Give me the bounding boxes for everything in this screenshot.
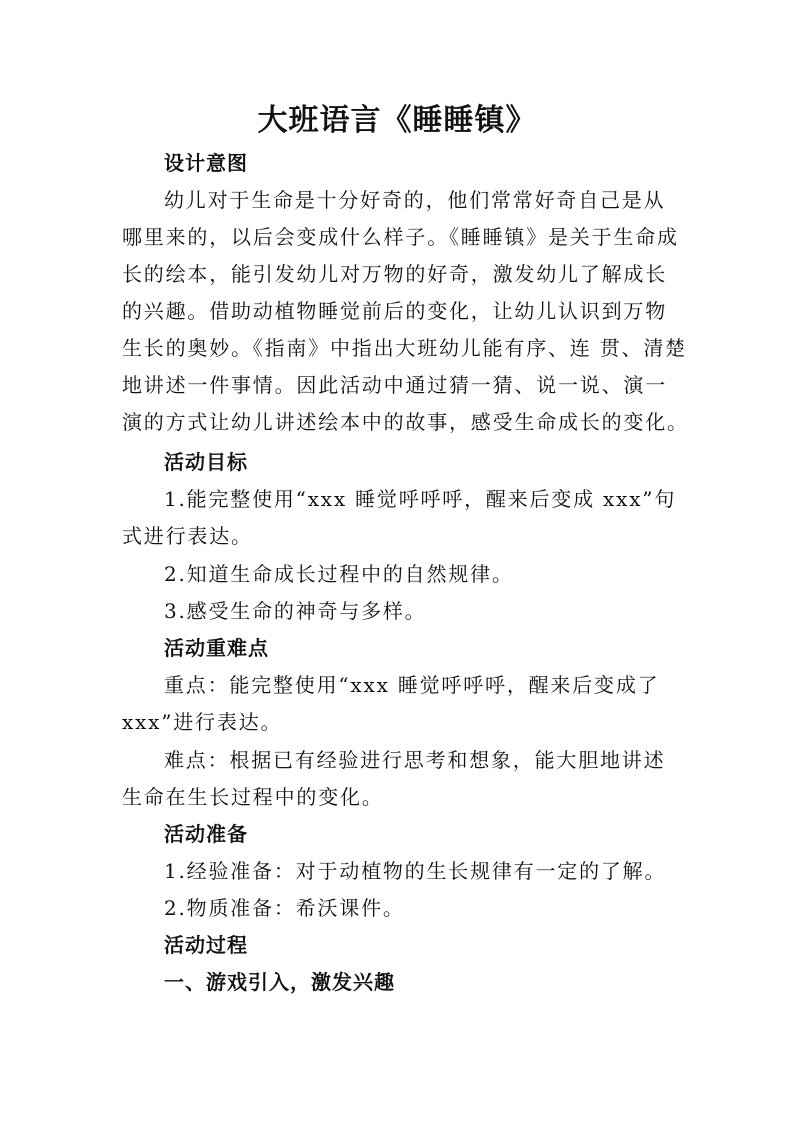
process-step-heading: 一、游戏引入，激发兴趣 xyxy=(164,970,395,994)
difficulty-line: 生命在生长过程中的变化。 xyxy=(122,785,384,809)
goal-item: 2.知道生命成长过程中的自然规律。 xyxy=(164,562,514,586)
paragraph-line: 的兴趣。借助动植物睡觉前后的变化，让幼儿认识到万物 xyxy=(122,299,667,323)
paragraph-line: 生长的奥妙。《指南》中指出大班幼儿能有序、连 贯、清楚 xyxy=(122,336,687,360)
key-point-line: xxx”进行表达。 xyxy=(122,710,283,734)
difficulty-line: 难点：根据已有经验进行思考和想象，能大胆地讲述 xyxy=(164,748,666,772)
section-heading-goals: 活动目标 xyxy=(164,450,248,474)
paragraph-line: 长的绘本，能引发幼儿对万物的好奇，激发幼儿了解成长 xyxy=(122,262,667,286)
section-heading-preparation: 活动准备 xyxy=(164,822,248,846)
goal-item: 1.能完整使用“xxx 睡觉呼呼呼，醒来后变成 xxx”句 xyxy=(164,487,677,511)
document-title: 大班语言《睡睡镇》 xyxy=(257,103,537,138)
section-heading-process: 活动过程 xyxy=(164,933,248,957)
goal-item-continued: 式进行表达。 xyxy=(122,524,253,548)
paragraph-line: 哪里来的，以后会变成什么样子。《睡睡镇》是关于生命成 xyxy=(122,225,679,249)
paragraph-line: 地讲述一件事情。因此活动中通过猜一猜、说一说、演一 xyxy=(122,373,667,397)
preparation-item: 2.物质准备：希沃课件。 xyxy=(164,896,405,920)
section-heading-design-intent: 设计意图 xyxy=(164,151,248,175)
key-point-line: 重点：能完整使用“xxx 睡觉呼呼呼，醒来后变成了 xyxy=(164,673,660,697)
paragraph-line: 幼儿对于生命是十分好奇的，他们常常好奇自己是从 xyxy=(164,188,666,212)
section-heading-key-points: 活动重难点 xyxy=(164,636,269,660)
goal-item: 3.感受生命的神奇与多样。 xyxy=(164,599,427,623)
preparation-item: 1.经验准备：对于动植物的生长规律有一定的了解。 xyxy=(164,859,667,883)
paragraph-line: 演的方式让幼儿讲述绘本中的故事，感受生命成长的变化。 xyxy=(122,410,689,434)
